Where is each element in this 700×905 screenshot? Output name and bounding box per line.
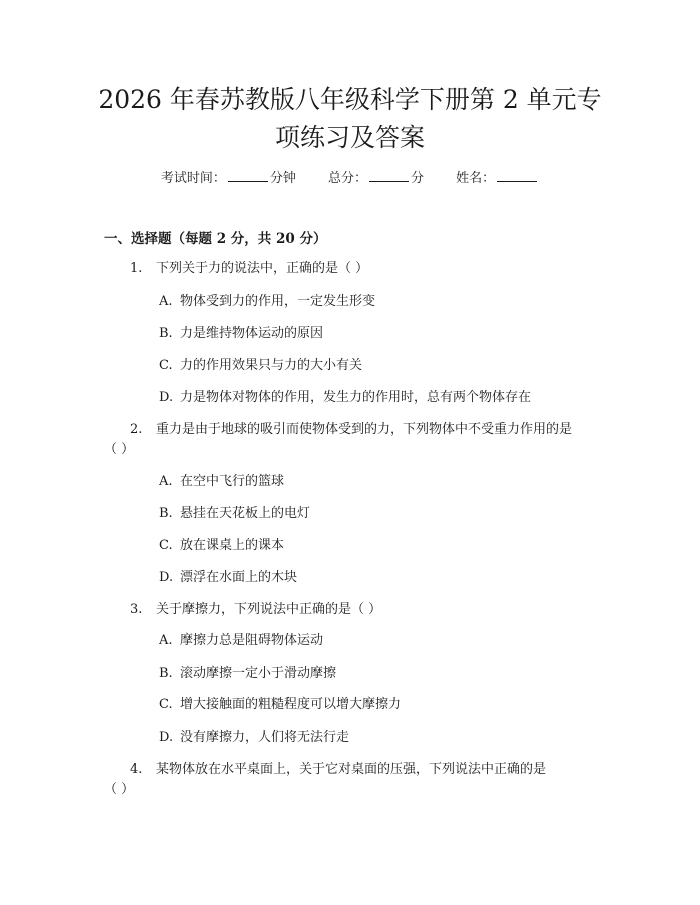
question-3-option-c (159, 695, 401, 715)
option-text: 力是维持物体运动的原因 (180, 326, 324, 341)
exam-time-field (161, 171, 296, 186)
question-answer-bracket: （ ） (104, 782, 135, 797)
option-text: 漂浮在水面上的木块 (180, 570, 298, 585)
question-1 (104, 259, 624, 279)
section-heading-choice: 一、选择题（每题 2 分，共 20 分） (104, 231, 327, 247)
question-3-option-d (159, 728, 349, 748)
question-2-option-d (159, 568, 297, 588)
option-letter: C. (159, 358, 173, 373)
question-1-option-c (159, 356, 362, 376)
question-number: 1. (130, 261, 143, 276)
question-text: 关于摩擦力，下列说法中正确的是（ ） (156, 602, 382, 617)
question-2-option-b (159, 504, 310, 524)
question-2 (104, 420, 624, 460)
option-letter: D. (159, 730, 174, 745)
option-letter: A. (159, 633, 173, 648)
option-text: 没有摩擦力，人们将无法行走 (180, 730, 350, 745)
option-text: 物体受到力的作用，一定发生形变 (180, 294, 376, 309)
question-number: 4. (130, 762, 143, 777)
option-text: 滚动摩擦一定小于滑动摩擦 (180, 666, 337, 681)
question-number: 2. (130, 422, 143, 437)
exam-meta-row (0, 169, 700, 188)
question-1-option-d (159, 388, 531, 408)
total-score-blank (369, 169, 409, 182)
exam-time-label: 考试时间： (160, 171, 226, 186)
question-2-option-a (159, 472, 284, 492)
option-letter: B. (159, 666, 173, 681)
page-title-line-2: 项练习及答案 (274, 123, 425, 152)
question-1-option-b (159, 324, 323, 344)
student-name-field (456, 171, 539, 186)
option-text: 在空中飞行的篮球 (180, 474, 285, 489)
exam-time-unit: 分钟 (269, 171, 296, 186)
option-text: 摩擦力总是阻碍物体运动 (180, 633, 324, 648)
page-title-line-1: 2026 年春苏教版八年级科学下册第 2 单元专 (98, 85, 602, 114)
option-text: 放在课桌上的课本 (180, 538, 285, 553)
option-letter: C. (159, 538, 173, 553)
option-letter: D. (159, 390, 174, 405)
question-3-option-a (159, 631, 323, 651)
question-text: 下列关于力的说法中，正确的是（ ） (156, 261, 369, 276)
question-text: 重力是由于地球的吸引而使物体受到的力，下列物体中不受重力作用的是 (156, 422, 573, 437)
question-3-option-b (159, 664, 336, 684)
question-1-option-a (159, 292, 375, 312)
option-text: 力是物体对物体的作用，发生力的作用时，总有两个物体存在 (180, 390, 532, 405)
exam-time-blank (228, 169, 268, 182)
total-score-unit: 分 (411, 171, 425, 186)
option-letter: C. (159, 697, 173, 712)
student-name-label: 姓名： (456, 171, 496, 186)
option-text: 悬挂在天花板上的电灯 (180, 506, 311, 521)
total-score-field (328, 171, 424, 186)
total-score-label: 总分： (327, 171, 367, 186)
question-number: 3. (130, 602, 143, 617)
option-text: 力的作用效果只与力的大小有关 (180, 358, 363, 373)
option-letter: B. (159, 326, 173, 341)
question-text: 某物体放在水平桌面上，关于它对桌面的压强，下列说法中正确的是 (156, 762, 547, 777)
question-2-option-c (159, 536, 284, 556)
option-letter: A. (159, 474, 173, 489)
option-letter: A. (159, 294, 173, 309)
question-4 (104, 760, 624, 800)
option-letter: D. (159, 570, 174, 585)
student-name-blank (497, 169, 537, 182)
option-letter: B. (159, 506, 173, 521)
option-text: 增大接触面的粗糙程度可以增大摩擦力 (180, 697, 402, 712)
question-3 (104, 600, 624, 620)
question-answer-bracket: （ ） (104, 442, 135, 457)
